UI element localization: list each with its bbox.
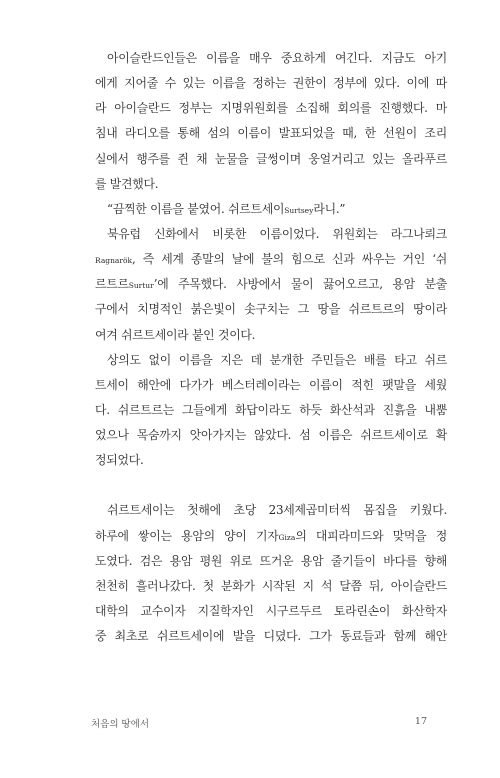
body-text: [95, 46, 447, 649]
text-line: [95, 524, 447, 549]
gloss-giza: Giza: [278, 532, 296, 542]
page-number: 17: [414, 716, 427, 727]
text-line: 정되었다.: [95, 453, 144, 468]
text-line: 쉬르트세이는 첫해에 초당 23세제곱미터씩 몸집을 키웠다.: [107, 503, 447, 518]
quote-end: 라니.”: [313, 201, 346, 216]
text-line: 천천히 흘러나갔다. 첫 분화가 시작된 지 석 달쯤 뒤, 아이슬란드: [95, 578, 447, 593]
text-segment: 하루에 쌓이는 용암의 양이 기자: [95, 528, 279, 543]
text-line: 라 아이슬란드 정부는 지명위원회를 소집해 회의를 진행했다. 마: [95, 101, 447, 116]
text-segment: 르트르: [95, 277, 129, 292]
text-line: 여겨 쉬르트세이라 붙인 것이다.: [95, 327, 256, 342]
text-line: 아이슬란드인들은 이름을 매우 중요하게 여긴다. 지금도 아기: [107, 51, 447, 65]
gloss-ragnarok: Ragnarök: [95, 256, 133, 266]
text-segment: ’에 주목했다. 사방에서 물이 끓어오르고, 용암 분출: [153, 277, 447, 292]
text-segment: 의 대피라미드와 맞먹을 정: [295, 528, 447, 543]
text-segment: , 즉 세계 종말의 날에 불의 힘으로 신과 싸우는 거인 ‘쉬: [132, 252, 447, 267]
text-line: 상의도 없이 이름을 지은 데 분개한 주민들은 배를 타고 쉬르: [107, 352, 447, 367]
text-line: [95, 247, 447, 272]
text-line: 중 최초로 쉬르트세이에 발을 디뎠다. 그가 동료들과 함께 해안: [95, 629, 447, 644]
gloss-surtur: Surtur: [128, 281, 154, 291]
text-line: 트세이 해안에 다가가 베스터레이라는 이름이 적힌 팻말을 세웠: [95, 377, 447, 392]
quote-line: [95, 197, 447, 222]
running-title: 처음의 땅에서: [91, 719, 150, 730]
text-line: 를 발견했다.: [95, 176, 159, 191]
text-line: 구에서 치명적인 붉은빛이 솟구치는 그 땅을 쉬르트르의 땅이라: [95, 302, 447, 317]
text-line: 에게 지어줄 수 있는 이름을 정하는 권한이 정부에 있다. 이에 따: [95, 76, 447, 91]
text-line: 침내 라디오를 통해 섬의 이름이 발표되었을 때, 한 선원이 조리: [95, 126, 447, 141]
text-line: [95, 272, 447, 297]
section-break: [95, 473, 447, 498]
quote-text: “끔찍한 이름을 붙였어. 쉬르트세이: [107, 201, 285, 216]
text-line: 북유럽 신화에서 비롯한 이름이었다. 위원회는 라그나뢰크: [107, 226, 447, 241]
text-line: 었으나 목숨까지 앗아가지는 않았다. 섬 이름은 쉬르트세이로 확: [95, 428, 447, 443]
text-line: 도였다. 검은 용암 평원 위로 뜨거운 용암 줄기들이 바다를 향해: [95, 553, 447, 568]
text-line: 다. 쉬르트르는 그들에게 화답이라도 하듯 화산석과 진흙을 내뿜: [95, 402, 447, 417]
text-line: 실에서 행주를 쥔 채 눈물을 글썽이며 웅얼거리고 있는 올라푸르: [95, 151, 447, 166]
text-line: 대학의 교수이자 지질학자인 시구르두르 토라린손이 화산학자: [95, 603, 447, 618]
gloss-surtsey: Surtsey: [284, 205, 314, 215]
